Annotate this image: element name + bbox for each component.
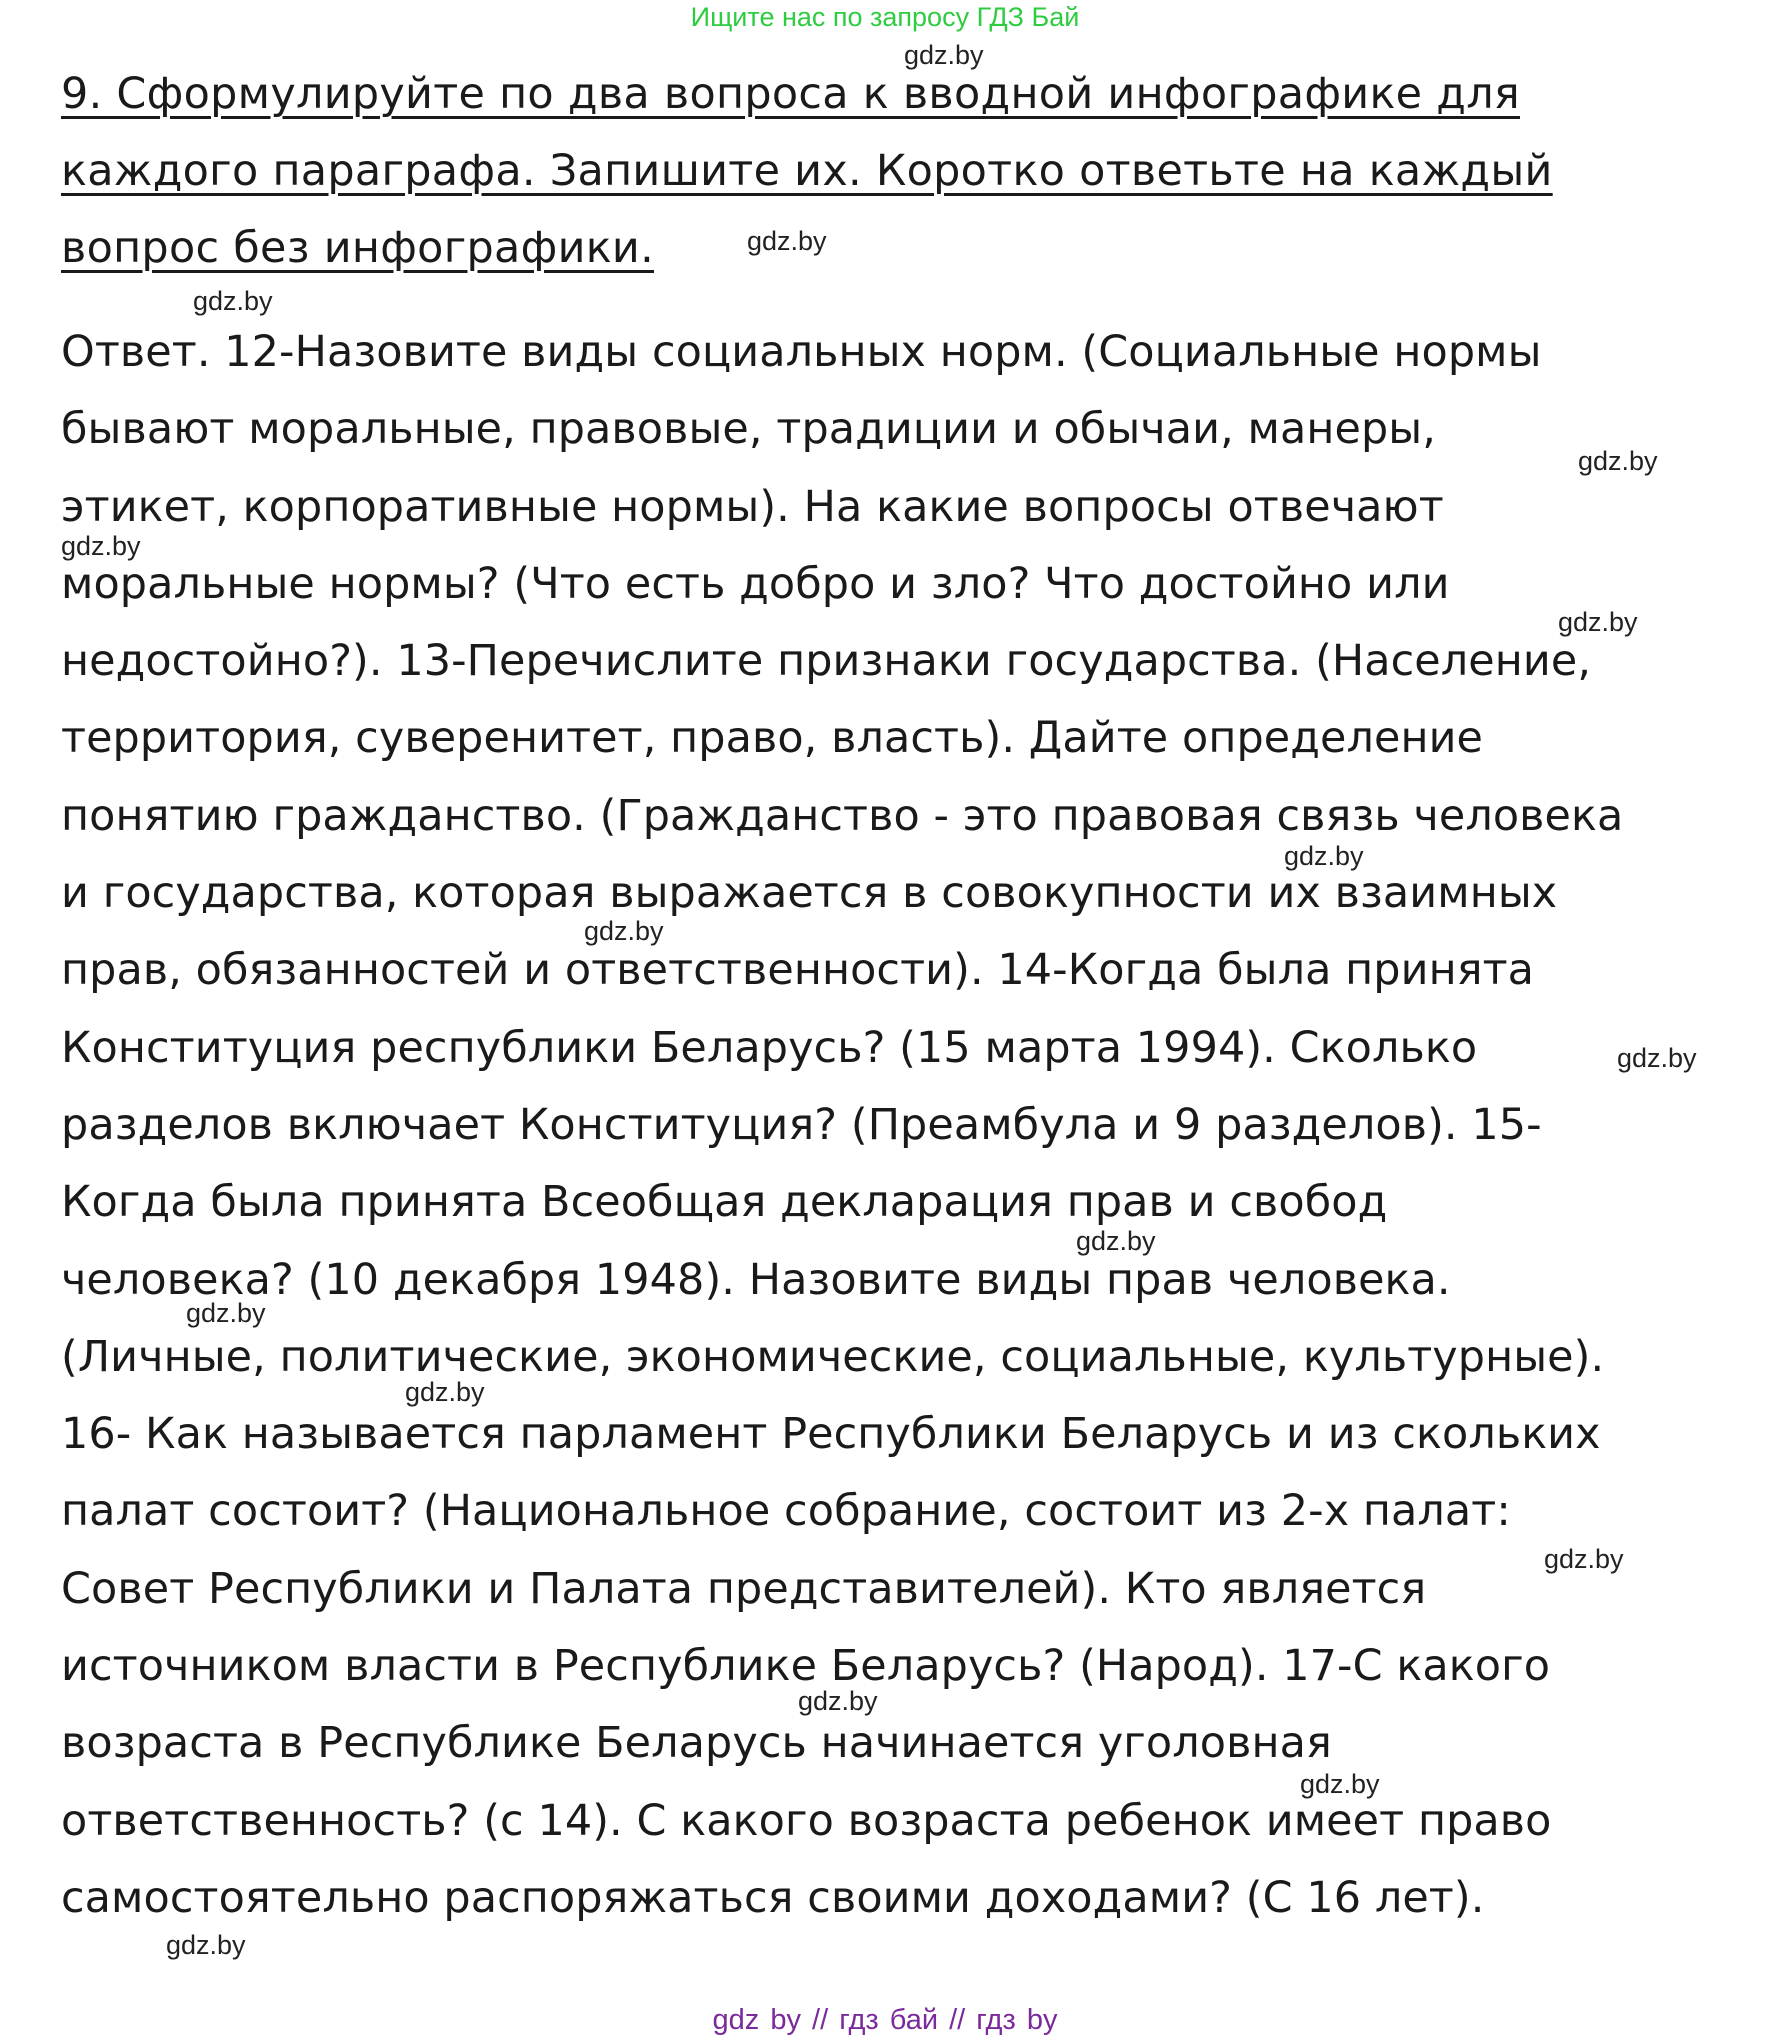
- answer-line: территория, суверенитет, право, власть). Дайте определение: [61, 713, 1484, 764]
- answer-line: Ответ. 12-Назовите виды социальных норм. (Социальные нормы: [61, 327, 1542, 377]
- task-heading-line: каждого параграфа. Запишите их. Коротко ответьте на каждый: [61, 146, 1553, 196]
- answer-line: этикет, корпоративные нормы). На какие вопросы отвечают: [61, 481, 1444, 532]
- answer-line: понятию гражданство. (Гражданство - это правовая связь человека: [61, 790, 1624, 841]
- answer-line: возраста в Республике Беларусь начинается уголовная: [61, 1718, 1332, 1769]
- answer-line: Когда была принята Всеобщая декларация прав и свобод: [61, 1177, 1388, 1228]
- watermark: gdz.by: [1300, 1769, 1380, 1799]
- watermark: gdz.by: [61, 531, 141, 561]
- watermark: gdz.by: [1076, 1226, 1156, 1256]
- answer-line: Совет Республики и Палата представителей). Кто является: [61, 1563, 1427, 1614]
- watermark: gdz.by: [1544, 1544, 1624, 1574]
- answer-line: ответственность? (с 14). С какого возраста ребенок имеет право: [61, 1795, 1552, 1846]
- answer-line: прав, обязанностей и ответственности). 14-Когда была принята: [61, 945, 1535, 996]
- footer-watermark: gdz by // гдз бай // гдз by: [712, 2004, 1058, 2036]
- search-banner: Ищите нас по запросу ГДЗ Бай: [690, 2, 1080, 32]
- watermark: gdz.by: [166, 1930, 246, 1960]
- watermark: gdz.by: [798, 1686, 878, 1716]
- watermark: gdz.by: [1617, 1043, 1697, 1073]
- answer-line: (Личные, политические, экономические, социальные, культурные).: [61, 1331, 1605, 1382]
- answer-line: Конституция республики Беларусь? (15 марта 1994). Сколько: [61, 1022, 1478, 1073]
- answer-line: разделов включает Конституция? (Преамбула и 9 разделов). 15-: [61, 1099, 1542, 1150]
- watermark: gdz.by: [747, 226, 827, 256]
- answer-line: 16- Как называется парламент Республики Беларусь и из скольких: [61, 1409, 1601, 1460]
- answer-line: палат состоит? (Национальное собрание, состоит из 2-х палат:: [61, 1486, 1511, 1537]
- watermark: gdz.by: [186, 1298, 266, 1328]
- watermark: gdz.by: [1578, 446, 1658, 476]
- answer-line: и государства, которая выражается в совокупности их взаимных: [61, 868, 1558, 919]
- watermark: gdz.by: [1558, 607, 1638, 637]
- task-heading-line: 9. Сформулируйте по два вопроса к вводной инфографике для: [61, 69, 1520, 119]
- answer-text: [61, 314, 1761, 1937]
- watermark: gdz.by: [584, 916, 664, 946]
- task-heading: [61, 56, 1761, 287]
- watermark: gdz.by: [904, 40, 984, 70]
- answer-line: моральные нормы? (Что есть добро и зло? Что достойно или: [61, 558, 1450, 609]
- watermark: gdz.by: [405, 1377, 485, 1407]
- answer-line: самостоятельно распоряжаться своими доходами? (С 16 лет).: [61, 1872, 1485, 1923]
- answer-line: источником власти в Республике Беларусь? (Народ). 17-С какого: [61, 1641, 1551, 1692]
- answer-line: недостойно?). 13-Перечислите признаки государства. (Население,: [61, 636, 1592, 687]
- answer-line: бывают моральные, правовые, традиции и обычаи, манеры,: [61, 404, 1436, 455]
- task-heading-line: вопрос без инфографики.: [61, 223, 655, 273]
- watermark: gdz.by: [1284, 841, 1364, 871]
- answer-line: человека? (10 декабря 1948). Назовите виды прав человека.: [61, 1254, 1451, 1305]
- watermark: gdz.by: [193, 286, 273, 316]
